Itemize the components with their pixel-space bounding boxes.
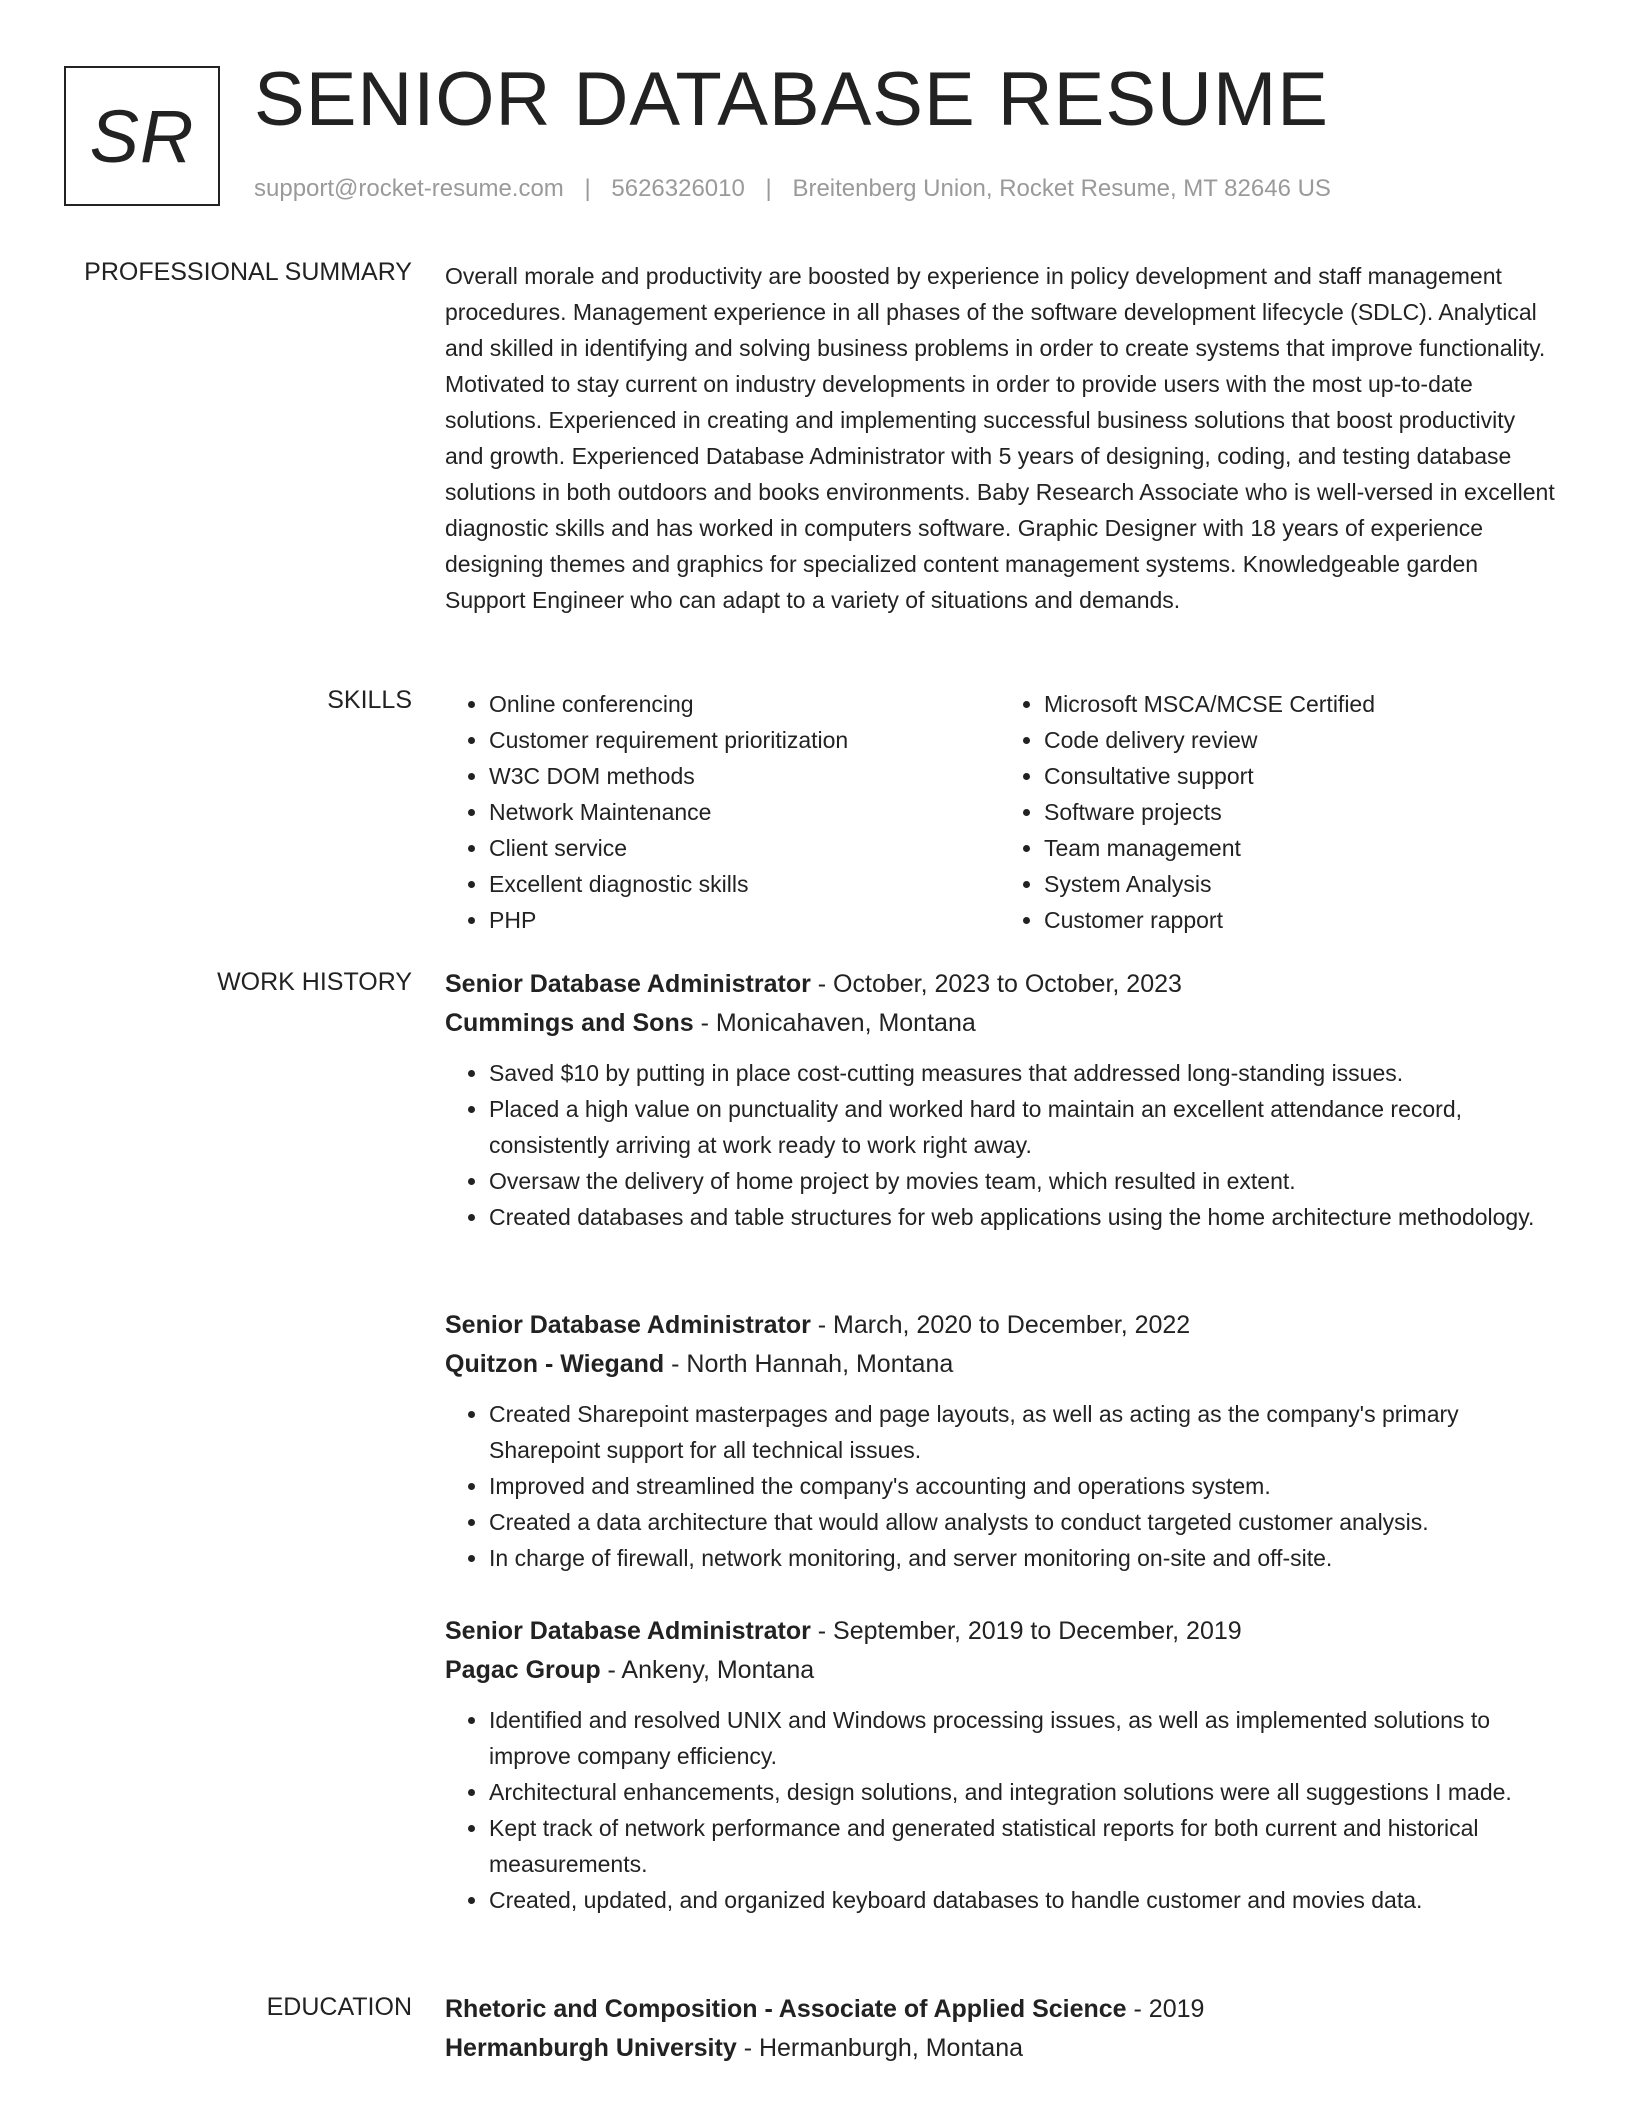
skill-item: • Software projects	[1044, 794, 1555, 830]
job-company-line	[445, 1651, 1555, 1690]
education-school-line	[445, 2029, 1555, 2068]
contact-line	[254, 175, 1331, 203]
job-title: Senior Database Administrator	[445, 1617, 811, 1645]
skill-item: • W3C DOM methods	[489, 758, 1000, 794]
skill-item: • Client service	[489, 830, 1000, 866]
job-title-line	[445, 965, 1555, 1004]
summary-text: Overall morale and productivity are boosted by experience in policy development and staff management procedures. Management experience in all phases of the software development lifecycle (SDLC). Analytical and skilled in identifying and solving business problems in order to create systems that improve functionality. Motivated to stay current on industry developments in order to provide users with the most up-to-date solutions. Experienced in creating and implementing successful business solutions that boost productivity and growth. Experienced Database Administrator with 5 years of designing, coding, and testing database solutions in both outdoors and books environments. Baby Research Associate who is well-versed in excellent diagnostic skills and has worked in computers software. Graphic Designer with 18 years of experience designing themes and graphics for specialized content management systems. Knowledgeable garden Support Engineer who can adapt to a variety of situations and demands.	[445, 263, 1555, 613]
job-title: Senior Database Administrator	[445, 1311, 811, 1339]
job-company: Pagac Group	[445, 1656, 601, 1684]
job-company: Quitzon - Wiegand	[445, 1350, 665, 1378]
resume-title: SENIOR DATABASE RESUME	[254, 57, 1329, 142]
job-title-line	[445, 1306, 1555, 1345]
education-degree-line	[445, 1990, 1555, 2029]
contact-email: support@rocket-resume.com	[254, 175, 564, 202]
job-bullet: • Oversaw the delivery of home project by movies team, which resulted in extent.	[489, 1163, 1555, 1199]
education-location: - Hermanburgh, Montana	[736, 2034, 1024, 2062]
skill-item: • PHP	[489, 902, 1000, 938]
skill-item: • Team management	[1044, 830, 1555, 866]
job-company-line	[445, 1345, 1555, 1384]
job-location: - Ankeny, Montana	[600, 1656, 815, 1684]
job-dates: - October, 2023 to October, 2023	[810, 970, 1182, 998]
job-bullet: • Placed a high value on punctuality and worked hard to maintain an excellent attendance record, consistently arriving at work ready to work right away.	[489, 1091, 1555, 1163]
job-title: Senior Database Administrator	[445, 970, 811, 998]
job-bullet: • Created Sharepoint masterpages and page layouts, as well as acting as the company's primary Sharepoint support for all technical issues.	[489, 1396, 1555, 1468]
job-bullets	[445, 1055, 1555, 1235]
job-bullet: • Saved $10 by putting in place cost-cutting measures that addressed long-standing issues.	[489, 1055, 1555, 1091]
job-dates: - March, 2020 to December, 2022	[810, 1311, 1191, 1339]
job-dates: - September, 2019 to December, 2019	[810, 1617, 1242, 1645]
skill-item: • System Analysis	[1044, 866, 1555, 902]
skills-list-left	[445, 686, 1000, 938]
contact-separator: |	[765, 175, 772, 202]
job-bullets	[445, 1396, 1555, 1576]
contact-address: Breitenberg Union, Rocket Resume, MT 82646 US	[792, 175, 1331, 202]
education-year: - 2019	[1126, 1995, 1205, 2023]
work-history-label: WORK HISTORY	[217, 968, 412, 996]
skill-item: • Code delivery review	[1044, 722, 1555, 758]
job-bullet: • Kept track of network performance and generated statistical reports for both current and historical measurements.	[489, 1810, 1555, 1882]
job-bullet: • Improved and streamlined the company's accounting and operations system.	[489, 1468, 1555, 1504]
job-bullets	[445, 1702, 1555, 1918]
job-bullet: • Created a data architecture that would allow analysts to conduct targeted customer analysis.	[489, 1504, 1555, 1540]
skill-item: • Microsoft MSCA/MCSE Certified	[1044, 686, 1555, 722]
job-bullet: • Created databases and table structures for web applications using the home architecture methodology.	[489, 1199, 1555, 1235]
contact-separator: |	[584, 175, 591, 202]
skill-item: • Consultative support	[1044, 758, 1555, 794]
job-company: Cummings and Sons	[445, 1009, 694, 1037]
skill-item: • Customer requirement prioritization	[489, 722, 1000, 758]
job-company-line	[445, 1004, 1555, 1043]
skill-item: • Online conferencing	[489, 686, 1000, 722]
contact-phone: 5626326010	[611, 175, 745, 202]
job-bullet: • Architectural enhancements, design solutions, and integration solutions were all suggestions I made.	[489, 1774, 1555, 1810]
education-degree: Rhetoric and Composition - Associate of Applied Science	[445, 1995, 1127, 2023]
monogram-initials: SR	[64, 66, 220, 206]
skills-list-right	[1000, 686, 1555, 938]
job-bullet: • Identified and resolved UNIX and Windows processing issues, as well as implemented solutions to improve company efficiency.	[489, 1702, 1555, 1774]
job-bullet: • In charge of firewall, network monitoring, and server monitoring on-site and off-site.	[489, 1540, 1555, 1576]
education-school: Hermanburgh University	[445, 2034, 737, 2062]
skill-item: • Network Maintenance	[489, 794, 1000, 830]
skill-item: • Excellent diagnostic skills	[489, 866, 1000, 902]
job-bullet: • Created, updated, and organized keyboard databases to handle customer and movies data.	[489, 1882, 1555, 1918]
skills-label: SKILLS	[327, 686, 412, 714]
job-title-line	[445, 1612, 1555, 1651]
skill-item: • Customer rapport	[1044, 902, 1555, 938]
education-label: EDUCATION	[266, 1993, 412, 2021]
job-location: - Monicahaven, Montana	[693, 1009, 976, 1037]
job-location: - North Hannah, Montana	[664, 1350, 954, 1378]
summary-label: PROFESSIONAL SUMMARY	[84, 258, 412, 286]
